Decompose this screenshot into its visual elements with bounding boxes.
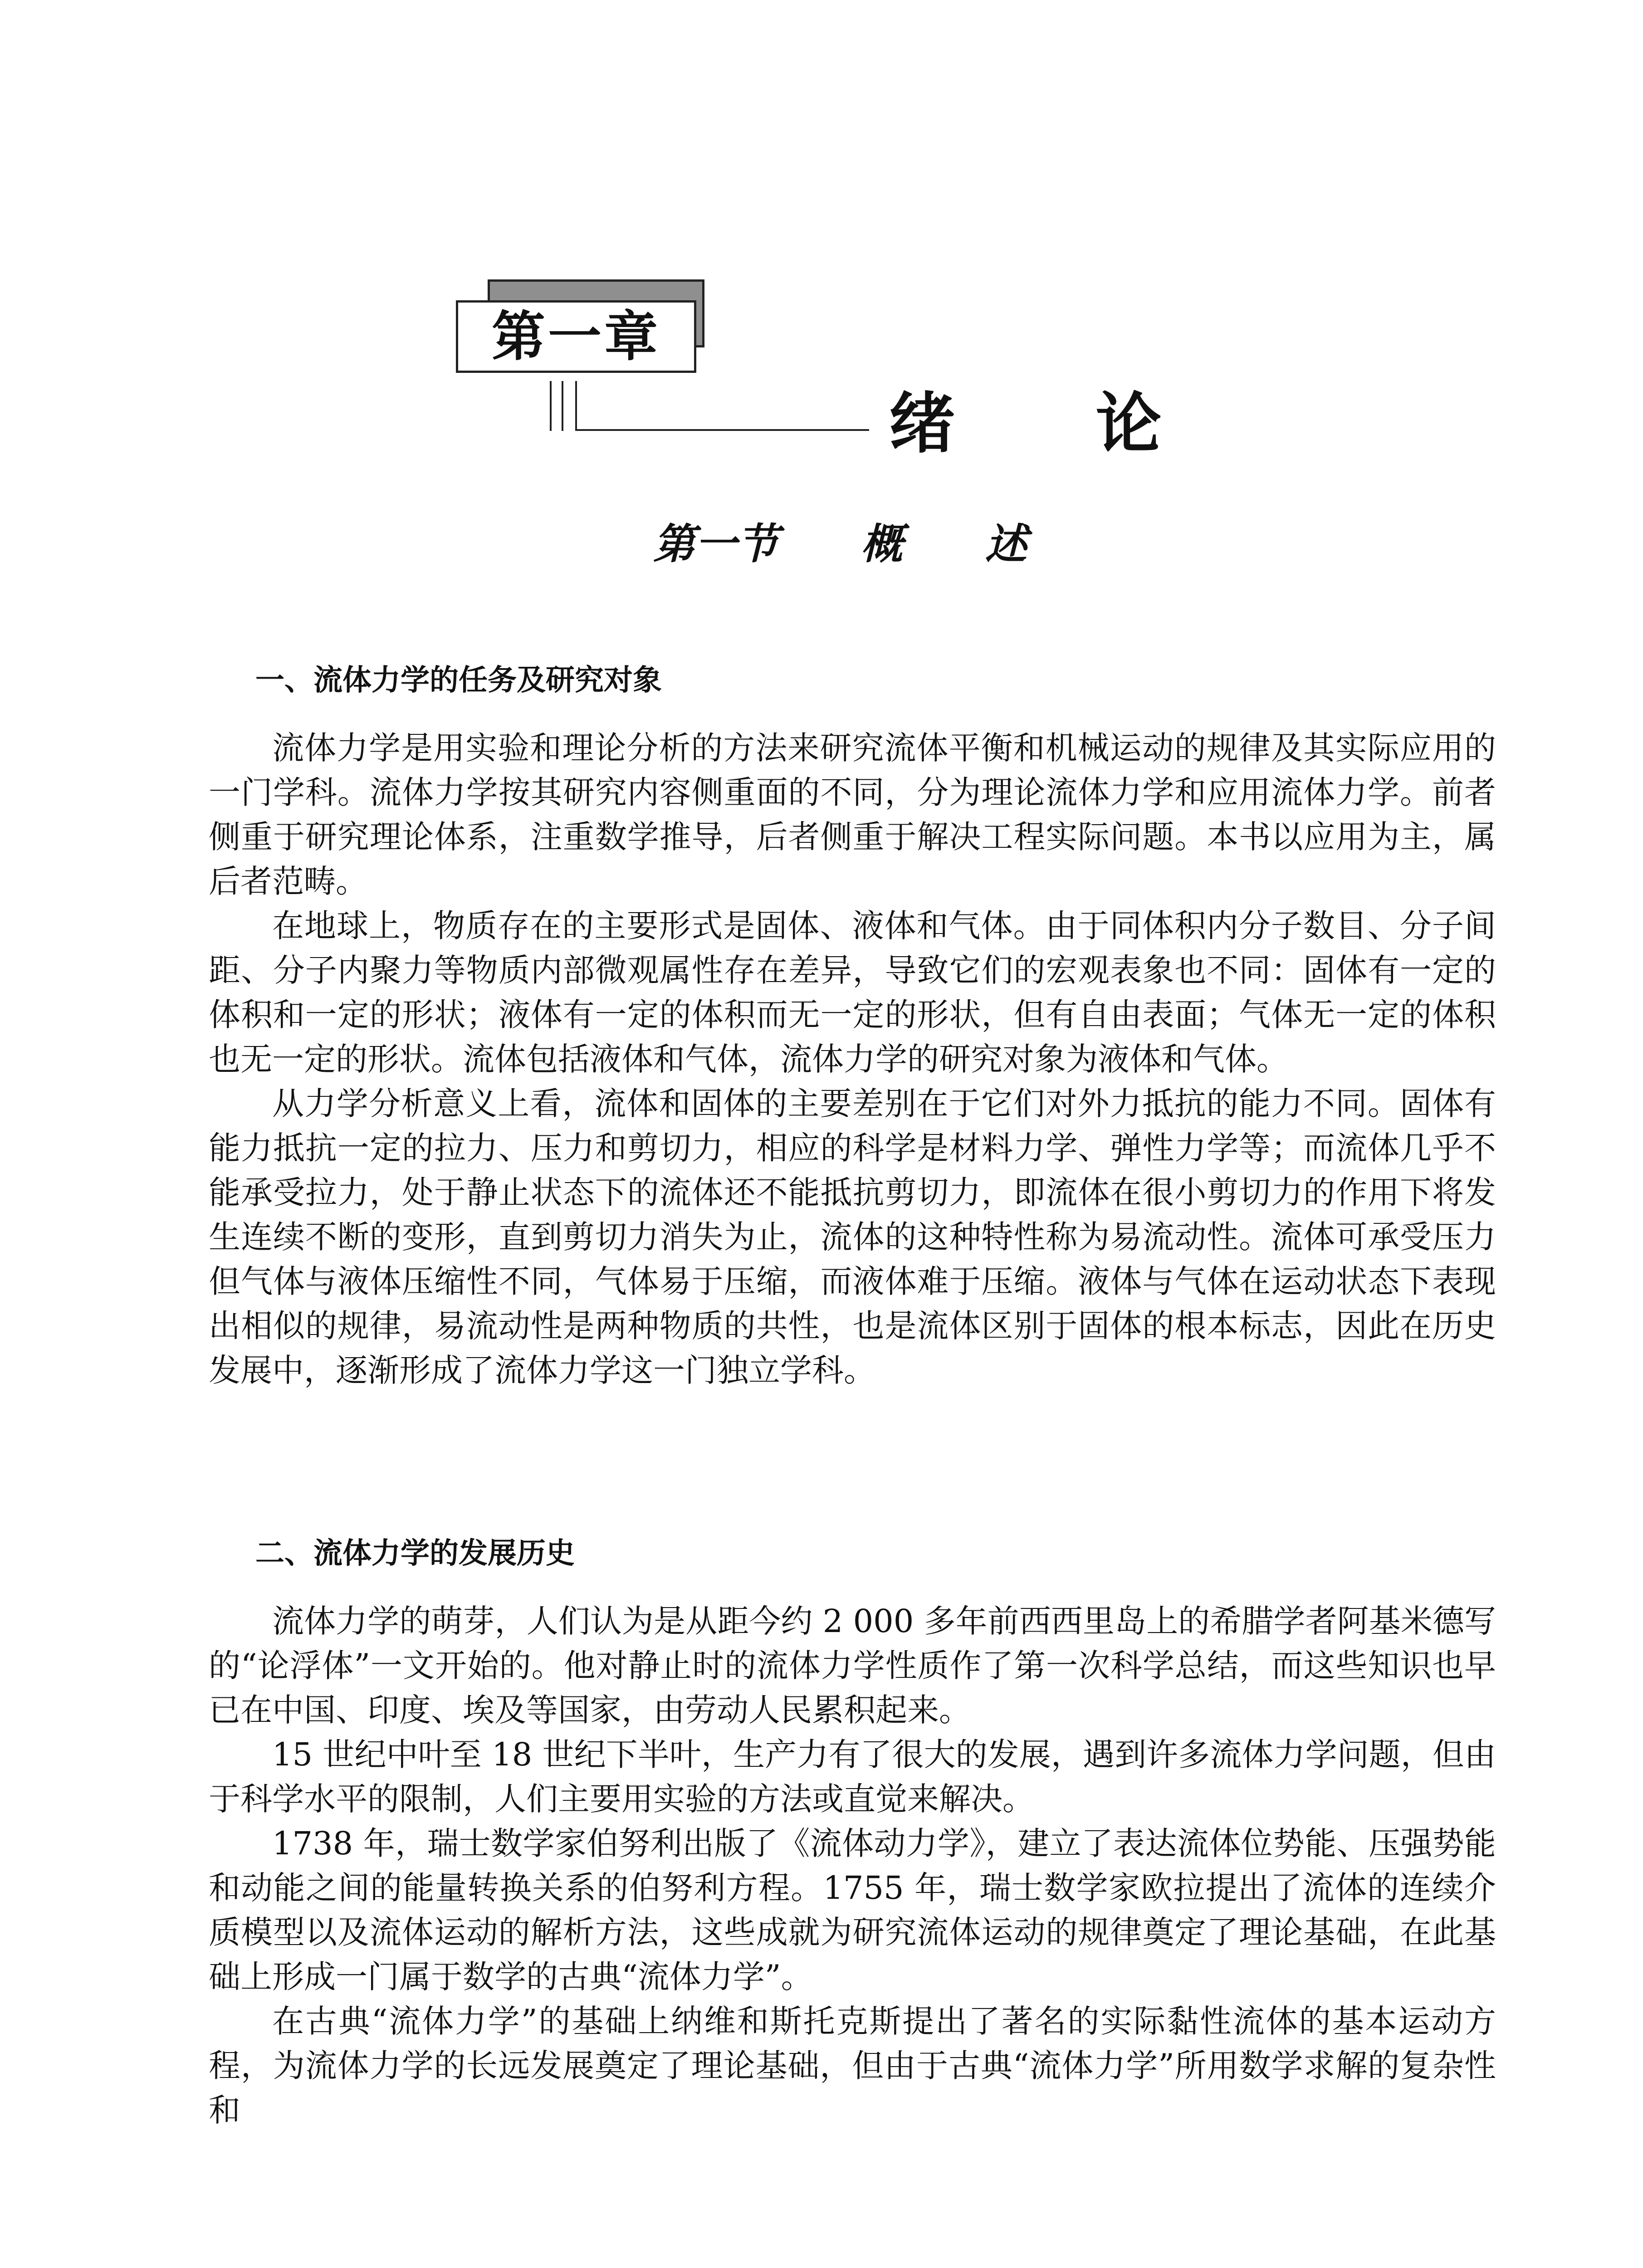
paragraph: 流体力学的萌芽，人们认为是从距今约 2 000 多年前西西里岛上的希腊学者阿基米德写的“论浮体”一文开始的。他对静止时的流体力学性质作了第一次科学总结，而这些知识也早已在中国、印度、埃及等国家，由劳动人民累积起来。 (209, 1603, 1496, 1729)
badge-stem-line (562, 381, 563, 431)
section-heading-2: 二、流体力学的发展历史 (255, 1537, 575, 1570)
section-body-2 (209, 1599, 1496, 2132)
section-title: 第一节 概 述 (653, 520, 1027, 568)
section-heading-1: 一、流体力学的任务及研究对象 (255, 664, 662, 697)
paragraph: 在古典“流体力学”的基础上纳维和斯托克斯提出了著名的实际黏性流体的基本运动方程，为流体力学的长远发展奠定了理论基础，但由于古典“流体力学”所用数学求解的复杂性和 (209, 2003, 1496, 2129)
section-body-1 (209, 726, 1496, 1393)
paragraph: 从力学分析意义上看，流体和固体的主要差别在于它们对外力抵抗的能力不同。固体有能力抵抗一定的拉力、压力和剪切力，相应的科学是材料力学、弹性力学等；而流体几乎不能承受拉力，处于静止状态下的流体还不能抵抗剪切力，即流体在很小剪切力的作用下将发生连续不断的变形，直到剪切力消失为止，流体的这种特性称为易流动性。流体可承受压力但气体与液体压缩性不同，气体易于压缩，而液体难于压缩。液体与气体在运动状态下表现出相似的规律，易流动性是两种物质的共性，也是流体区别于固体的根本标志，因此在历史发展中，逐渐形成了流体力学这一门独立学科。 (209, 1085, 1496, 1389)
paragraph: 15 世纪中叶至 18 世纪下半叶，生产力有了很大的发展，遇到许多流体力学问题，但由于科学水平的限制，人们主要用实验的方法或直觉来解决。 (209, 1736, 1496, 1818)
paragraph: 在地球上，物质存在的主要形式是固体、液体和气体。由于同体积内分子数目、分子间距、分子内聚力等物质内部微观属性存在差异，导致它们的宏观表象也不同：固体有一定的体积和一定的形状；液体有一定的体积而无一定的形状，但有自由表面；气体无一定的体积也无一定的形状。流体包括液体和气体，流体力学的研究对象为液体和气体。 (209, 907, 1496, 1078)
paragraph: 1738 年，瑞士数学家伯努利出版了《流体动力学》，建立了表达流体位势能、压强势能和动能之间的能量转换关系的伯努利方程。1755 年，瑞士数学家欧拉提出了流体的连续介质模型以及流体运动的解析方法，这些成就为研究流体运动的规律奠定了理论基础，在此基础上形成一门属于数学的古典“流体力学”。 (209, 1825, 1496, 1995)
badge-stem-line (575, 381, 577, 431)
chapter-label: 第一章 (491, 305, 660, 368)
paragraph: 流体力学是用实验和理论分析的方法来研究流体平衡和机械运动的规律及其实际应用的一门学科。流体力学按其研究内容侧重面的不同，分为理论流体力学和应用流体力学。前者侧重于研究理论体系，注重数学推导，后者侧重于解决工程实际问题。本书以应用为主，属后者范畴。 (209, 729, 1496, 900)
chapter-rule (575, 429, 869, 431)
chapter-title: 绪 论 (889, 386, 1162, 462)
badge-stem-line (550, 381, 552, 431)
chapter-badge (456, 279, 701, 370)
